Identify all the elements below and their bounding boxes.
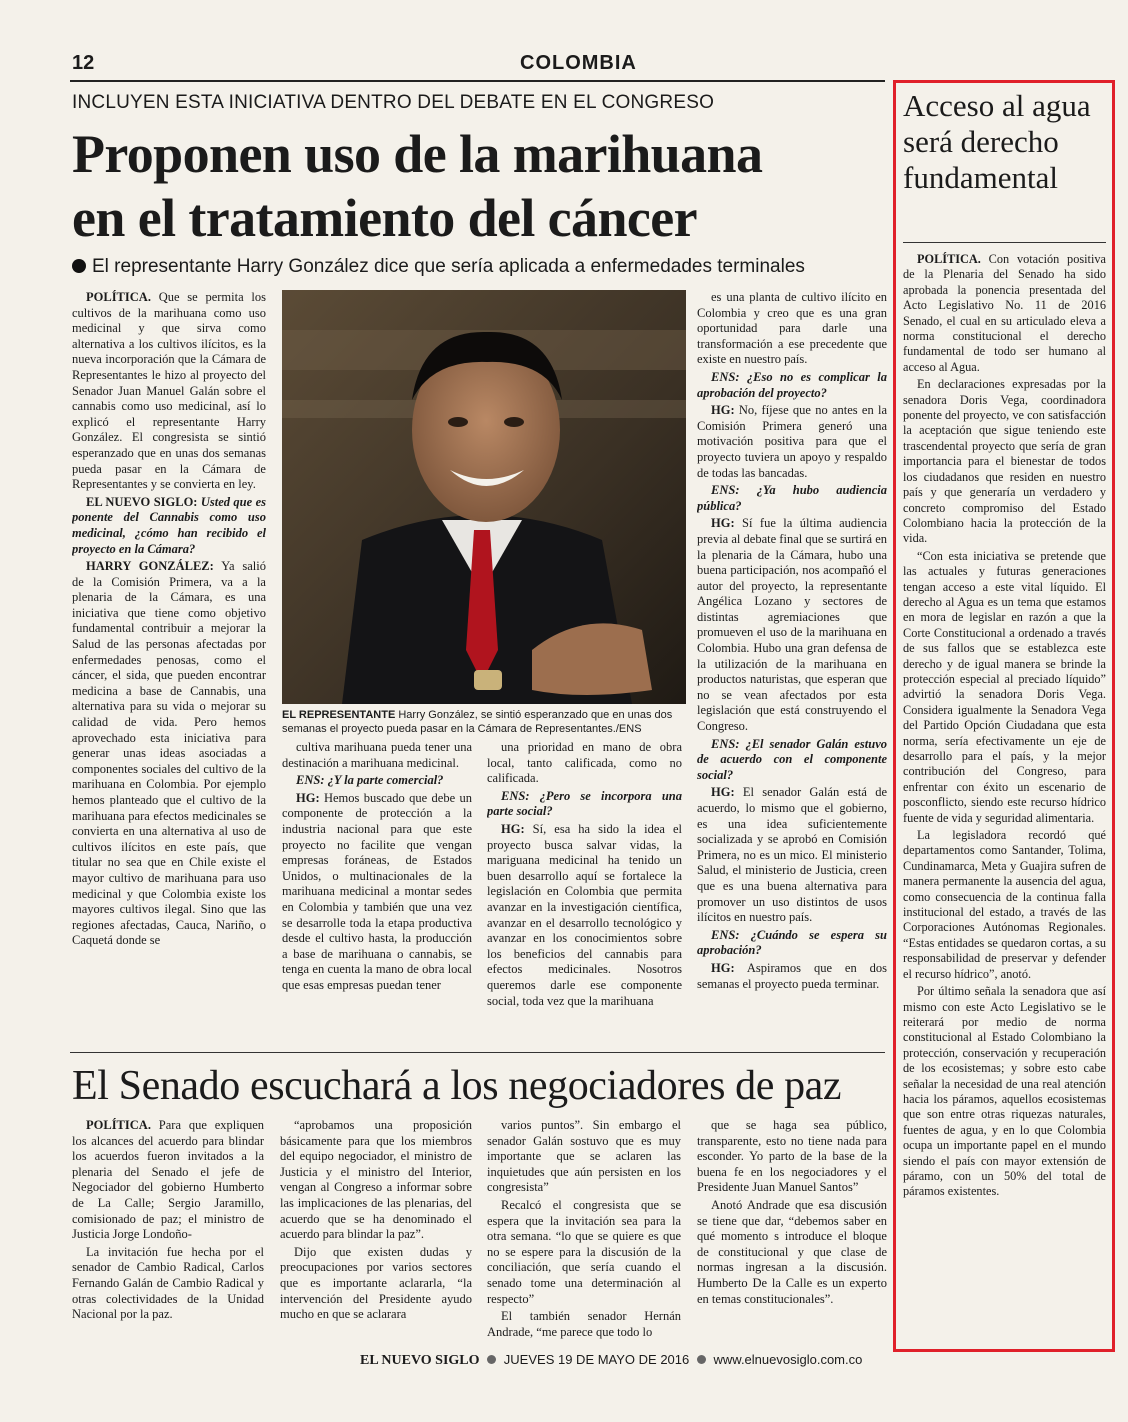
answer-speaker: HG: <box>711 785 735 800</box>
photo-caption <box>282 708 686 736</box>
paragraph-text: Que se permita los cultivos de la marihuana como uso medicinal y que sirva como alternativa a los cultivos ilícitos, es la nueva incorporación que la Cámara de Representantes le hizo al proyecto del Senador Juan Manuel Galán sobre el cannabis como uso medicinal, así lo explicó el representante Harry González. El congresista se sintió esperanzado que en unas dos semanas pueda pasar en la Cámara de Representantes y se convierta en ley. <box>72 290 266 492</box>
question <box>282 773 472 789</box>
answer-text: El senador Galán está de acuerdo, lo mismo que el gobierno, es una idea suficientemente socializada y se aprobó en Comisión Primera, no es un mico. El ministerio Salud, el ministerio de Justicia, creen que es una buena alternativa para promover un uso distintos de usos ilícitos en nuestro país. <box>697 785 887 925</box>
subhead-text: El representante Harry González dice que sería aplicada a enfermedades terminales <box>92 256 805 277</box>
portrait-photo <box>282 290 686 704</box>
subhead <box>72 256 882 278</box>
photo-illustration <box>282 290 686 704</box>
answer-text: Aspiramos que en dos semanas el proyecto pueda terminar. <box>697 960 887 991</box>
answer <box>487 822 682 1009</box>
kicker: INCLUYEN ESTA INICIATIVA DENTRO DEL DEBATE EN EL CONGRESO <box>72 92 715 113</box>
paragraph-text: Con votación positiva de la Plenaria del Senado ha sido aprobada la ponencia presentada del Acto Legislativo No. 11 de 2016 Senado, el cual en su articulado eleva a norma constitucional el derecho fundamental de todo ser humano al acceso al Agua. <box>903 252 1106 374</box>
footer-brand: EL NUEVO SIGLO <box>360 1353 480 1368</box>
paragraph-text: Recalcó el congresista que se espera que la invitación sea para la otra semana. “lo que se quiere es que no se espere para la discusión de la conciliación, que sería cuando el senado tome una determinación al respecto” <box>487 1197 681 1306</box>
article-column-2 <box>282 740 472 1032</box>
paragraph-text: Dijo que existen dudas y preocupaciones por varios sectores que es importante aclararla, “la intervención del Presidente ayudo mucho en que se aclarara <box>280 1244 472 1322</box>
question-text: Usted que es ponente del Cannabis como uso medicinal, ¿cómo han recibido el proyecto en la Cámara? <box>72 494 266 556</box>
sidebar-article <box>903 252 1106 1342</box>
paragraph <box>697 1118 887 1196</box>
sidebar-headline: Acceso al agua será derecho fundamental <box>903 88 1091 195</box>
paragraph-text: una prioridad en mano de obra local, tanto calificada, como no calificada. <box>487 740 682 786</box>
paragraph-text: que se haga sea público, transparente, esto no tiene nada para esconder. Yo parto de la base de la buena fe en los negociadores y el Presidente Juan Manuel Santos” <box>697 1118 887 1195</box>
answer-text: No, fíjese que no antes en la Comisión Primera generó una motivación positiva para que el proyecto tuviera un apoyo y respaldo de todas las bancadas. <box>697 403 887 480</box>
question-text: ENS: ¿Cuándo se espera su aprobación? <box>697 927 887 958</box>
paragraph-text: varios puntos”. Sin embargo el senador Galán sostuvo que es muy importante que se aclaren las inquietudes que aún persisten en los congresista” <box>487 1118 681 1195</box>
article-column-4 <box>697 290 887 1032</box>
separator-dot-icon <box>697 1355 706 1364</box>
paragraph-text: La legisladora recordó qué departamentos como Santander, Tolima, Cundinamarca, Meta y Guajira sufren de manera permanente la ausencia del agua, como consecuencia de la continua falla institucional del estado, a través de las Corporaciones Autónomas Regionales. “Estas entidades se quedaron cortas, a su responsabilidad de preservar y defender el recurso hídrico”, anotó. <box>903 828 1106 981</box>
footer-date: JUEVES 19 DE MAYO DE 2016 <box>503 1352 690 1367</box>
section-name: COLOMBIA <box>520 52 637 74</box>
paragraph <box>72 290 266 493</box>
paragraph <box>72 1118 264 1243</box>
dateline: POLÍTICA. <box>86 1118 151 1132</box>
question-text: ENS: ¿Pero se incorpora una parte social? <box>487 788 682 819</box>
paragraph <box>487 1118 681 1196</box>
s2-column-3 <box>487 1118 681 1342</box>
answer <box>282 791 472 994</box>
top-rule <box>70 80 885 82</box>
headline-line-2: en el tratamiento del cáncer <box>72 188 697 248</box>
paragraph <box>282 740 472 771</box>
second-headline: El Senado escuchará a los negociadores de paz <box>72 1063 842 1109</box>
answer-speaker: HG: <box>711 516 735 531</box>
article-column-3 <box>487 740 682 1032</box>
question-text: ENS: ¿Ya hubo audiencia pública? <box>697 483 887 513</box>
answer-text: Sí, esa ha sido la idea el proyecto busca salvar vidas, la mariguana medicinal ha tenido un buen desarrollo aquí se fortalece la legislación en Colombia que permita avanzar en la investigación científica, avanzar en el desarrollo tecnológico y avanzar en los conocimientos sobre los beneficios del cannabis para efectos medicinales. Nosotros queremos darle ese componente social, toda vez que la marihuana <box>487 821 682 1008</box>
paragraph <box>72 1245 264 1323</box>
paragraph <box>697 290 887 368</box>
paragraph <box>903 984 1106 1200</box>
answer-text: Hemos buscado que debe un componente de protección a la industria nacional para que este proyecto no facilite que vengan empresas foráneas, de Estados Unidos, o multinacionales de la marihuana medicinal a montar sedes en Colombia y también que una vez se desarrolle toda la etapa productiva desde el cultivo hasta, la producción a base de marihuana o cannabis, se tenga en cuenta la mano de obra local que esas empresas puedan tener <box>282 790 472 992</box>
paragraph-text: Por último señala la senadora que así mismo con este Acto Legislativo se le reiterará por medio de norma constitucional al Estado Colombiano la protección, conservación y recuperación de los ecosistemas; y sobre esto cabe señalar la necesidad de una real atención hacia los páramos, aquellos ecosistemas que son entre otras riquezas naturales, fuentes de agua, y en lo que Colombia ocupa un importante papel en el mundo siendo el país con mayor extensión de páramo, con un 50% del total de páramos existentes. <box>903 984 1106 1199</box>
bullet-icon <box>72 259 86 273</box>
paragraph-text: es una planta de cultivo ilícito en Colombia y creo que es una gran oportunidad para darle una transformación a ese precedente que existe en nuestro país. <box>697 290 887 367</box>
paragraph-text: Para que expliquen los alcances del acuerdo para blindar los acuerdos fueron invitados a la plenaria del Senado el jefe de Negociador del gobierno Humberto de La Calle; Sergio Jaramillo, comisionado de paz; el ministro de Justicia Jorge Londoño- <box>72 1118 264 1242</box>
answer <box>72 559 266 949</box>
answer-speaker: HG: <box>711 960 735 975</box>
paragraph <box>903 549 1106 826</box>
paragraph-text: “aprobamos una proposición básicamente para que los miembros del equipo negociador, el ministro de Justicia y el ministro del Interior, vengan al Congreso a informar sobre las implicaciones de las plenarias, del acuerdo que se ha denominado el acuerdo para blindar la paz”. <box>280 1118 472 1242</box>
paragraph <box>487 740 682 787</box>
page-number: 12 <box>72 52 95 74</box>
question <box>697 483 887 514</box>
answer <box>697 961 887 992</box>
answer-text: Ya salió de la Comisión Primera, va a la plenaria de la Cámara, es una iniciativa que tiene como objetivo fundamental contribuir a mejorar la Salud de las personas afectadas por enfermedades penosas, como el cáncer, el sida, que pueden encontrar medicina a base de Cannabis, una alternativa para su vida o mejorar su calidad de vida. Pero hemos aprovechado esta iniciativa para generar unas ideas asociadas a componentes sociales del cultivo de la marihuana en Colombia. Por ejemplo hemos planteado que el cultivo de la marihuana para efectos medicinales se convierta en una alternativa al uso de cultivos ilícitos en este país, que titular no sea que en Chile existe el mayor cultivo de marihuana para uso medicinal y que Colombia existe los mayores cultivos ilegal. Sino que las regiones afectadas, Cauca, Nariño, o Caquetá donde se <box>72 559 266 948</box>
paragraph <box>280 1118 472 1243</box>
caption-text: Harry González, se sintió esperanzado que en unas dos semanas el proyecto pueda pasar en la Cámara de Representantes./ENS <box>282 709 673 735</box>
question <box>72 495 266 557</box>
dateline: POLÍTICA. <box>86 290 151 304</box>
headline-line-1: Proponen uso de la marihuana <box>72 124 763 184</box>
article-column-1 <box>72 290 266 1032</box>
paragraph-text: “Con esta iniciativa se pretende que las actuales y futuras generaciones tengan acceso a este vital líquido. El derecho al Agua es un tema que estamos en mora de legislar en razón a que la Corte Constitucional a ordenado a través de sus fallos que se establezca este derecho y de igual manera se brinde la protección especial al preciado líquido” advirtió la senadora Doris Vega. Considera igualmente la Senadora Vega del Partido Opción Ciudadana que esta norma, sería efectivamente un eje de desarrollo para el país, y la mejor contribución del Congreso, para enfrentar con éxito un escenario de posconflicto, siendo este recurso hídrico fuente de vida y seguridad alimentaria. <box>903 548 1106 825</box>
s2-column-1 <box>72 1118 264 1342</box>
answer-speaker: HG: <box>296 790 320 805</box>
sidebar-rule <box>903 242 1106 243</box>
paragraph <box>697 1198 887 1307</box>
question-speaker: EL NUEVO SIGLO: <box>86 494 198 509</box>
question-text: ENS: ¿Y la parte comercial? <box>296 773 444 788</box>
question-text: ENS: ¿El senador Galán estuvo de acuerdo con el componente social? <box>697 736 887 782</box>
paragraph-text: El también senador Hernán Andrade, “me parece que todo lo <box>487 1309 681 1339</box>
paragraph <box>903 252 1106 375</box>
paragraph-text: Anotó Andrade que esa discusión se tiene que dar, “debemos saber en qué momento s introduce el bloque de constitucional y que clase de normas ingresan a la discusión. Humberto De la Calle es un experto en temas constitucionales”. <box>697 1197 887 1306</box>
answer <box>697 516 887 734</box>
paragraph-text: En declaraciones expresadas por la senadora Doris Vega, coordinadora ponente del proyecto, ve con satisfacción la aceptación que sigue teniendo este trascendental proyecto que sería de gran importancia para el bienestar de todos los ciudadanos que residen en nuestro país y que generaría un verdadero y concreto compromiso del Estado Colombiano hacia la protección de la vida. <box>903 377 1106 546</box>
answer-text: Sí fue la última audiencia previa al debate final que se surtirá en la plenaria de la Cámara, hubo una buena participación, nos acompañó el autor del proyecto, la representante Angélica Lozano y sectores de distintas agremiaciones que promueven el uso de la marihuana en Colombia. Hubo una gran defensa de la utilización de la marihuana en productos naturistas, que esperan que no se vean afectados por esta legislación que está construyendo el Congreso. <box>697 516 887 734</box>
answer-speaker: HG: <box>711 403 735 418</box>
footer-url[interactable]: www.elnuevosiglo.com.co <box>713 1352 863 1367</box>
paragraph <box>903 828 1106 982</box>
paragraph <box>280 1245 472 1323</box>
question-text: ENS: ¿Eso no es complicar la aprobación del proyecto? <box>697 369 887 400</box>
main-headline <box>72 122 882 250</box>
page-footer <box>360 1352 862 1369</box>
answer <box>697 785 887 925</box>
section-divider <box>70 1052 885 1053</box>
answer-speaker: HARRY GONZÁLEZ: <box>86 559 214 574</box>
question <box>487 789 682 820</box>
paragraph-text: cultiva marihuana pueda tener una destinación a marihuana medicinal. <box>282 740 472 770</box>
question <box>697 737 887 784</box>
dateline: POLÍTICA. <box>917 252 981 266</box>
separator-dot-icon <box>487 1355 496 1364</box>
paragraph <box>903 377 1106 546</box>
s2-column-4 <box>697 1118 887 1342</box>
caption-lead: EL REPRESENTANTE <box>282 709 396 721</box>
answer-speaker: HG: <box>501 821 525 836</box>
question <box>697 370 887 401</box>
question <box>697 928 887 959</box>
s2-column-2 <box>280 1118 472 1342</box>
paragraph <box>487 1309 681 1340</box>
answer <box>697 403 887 481</box>
paragraph-text: La invitación fue hecha por el senador de Cambio Radical, Carlos Fernando Galán de Cambio Radical y otras colectividades de la Unidad Nacional por la paz. <box>72 1244 264 1322</box>
paragraph <box>487 1198 681 1307</box>
